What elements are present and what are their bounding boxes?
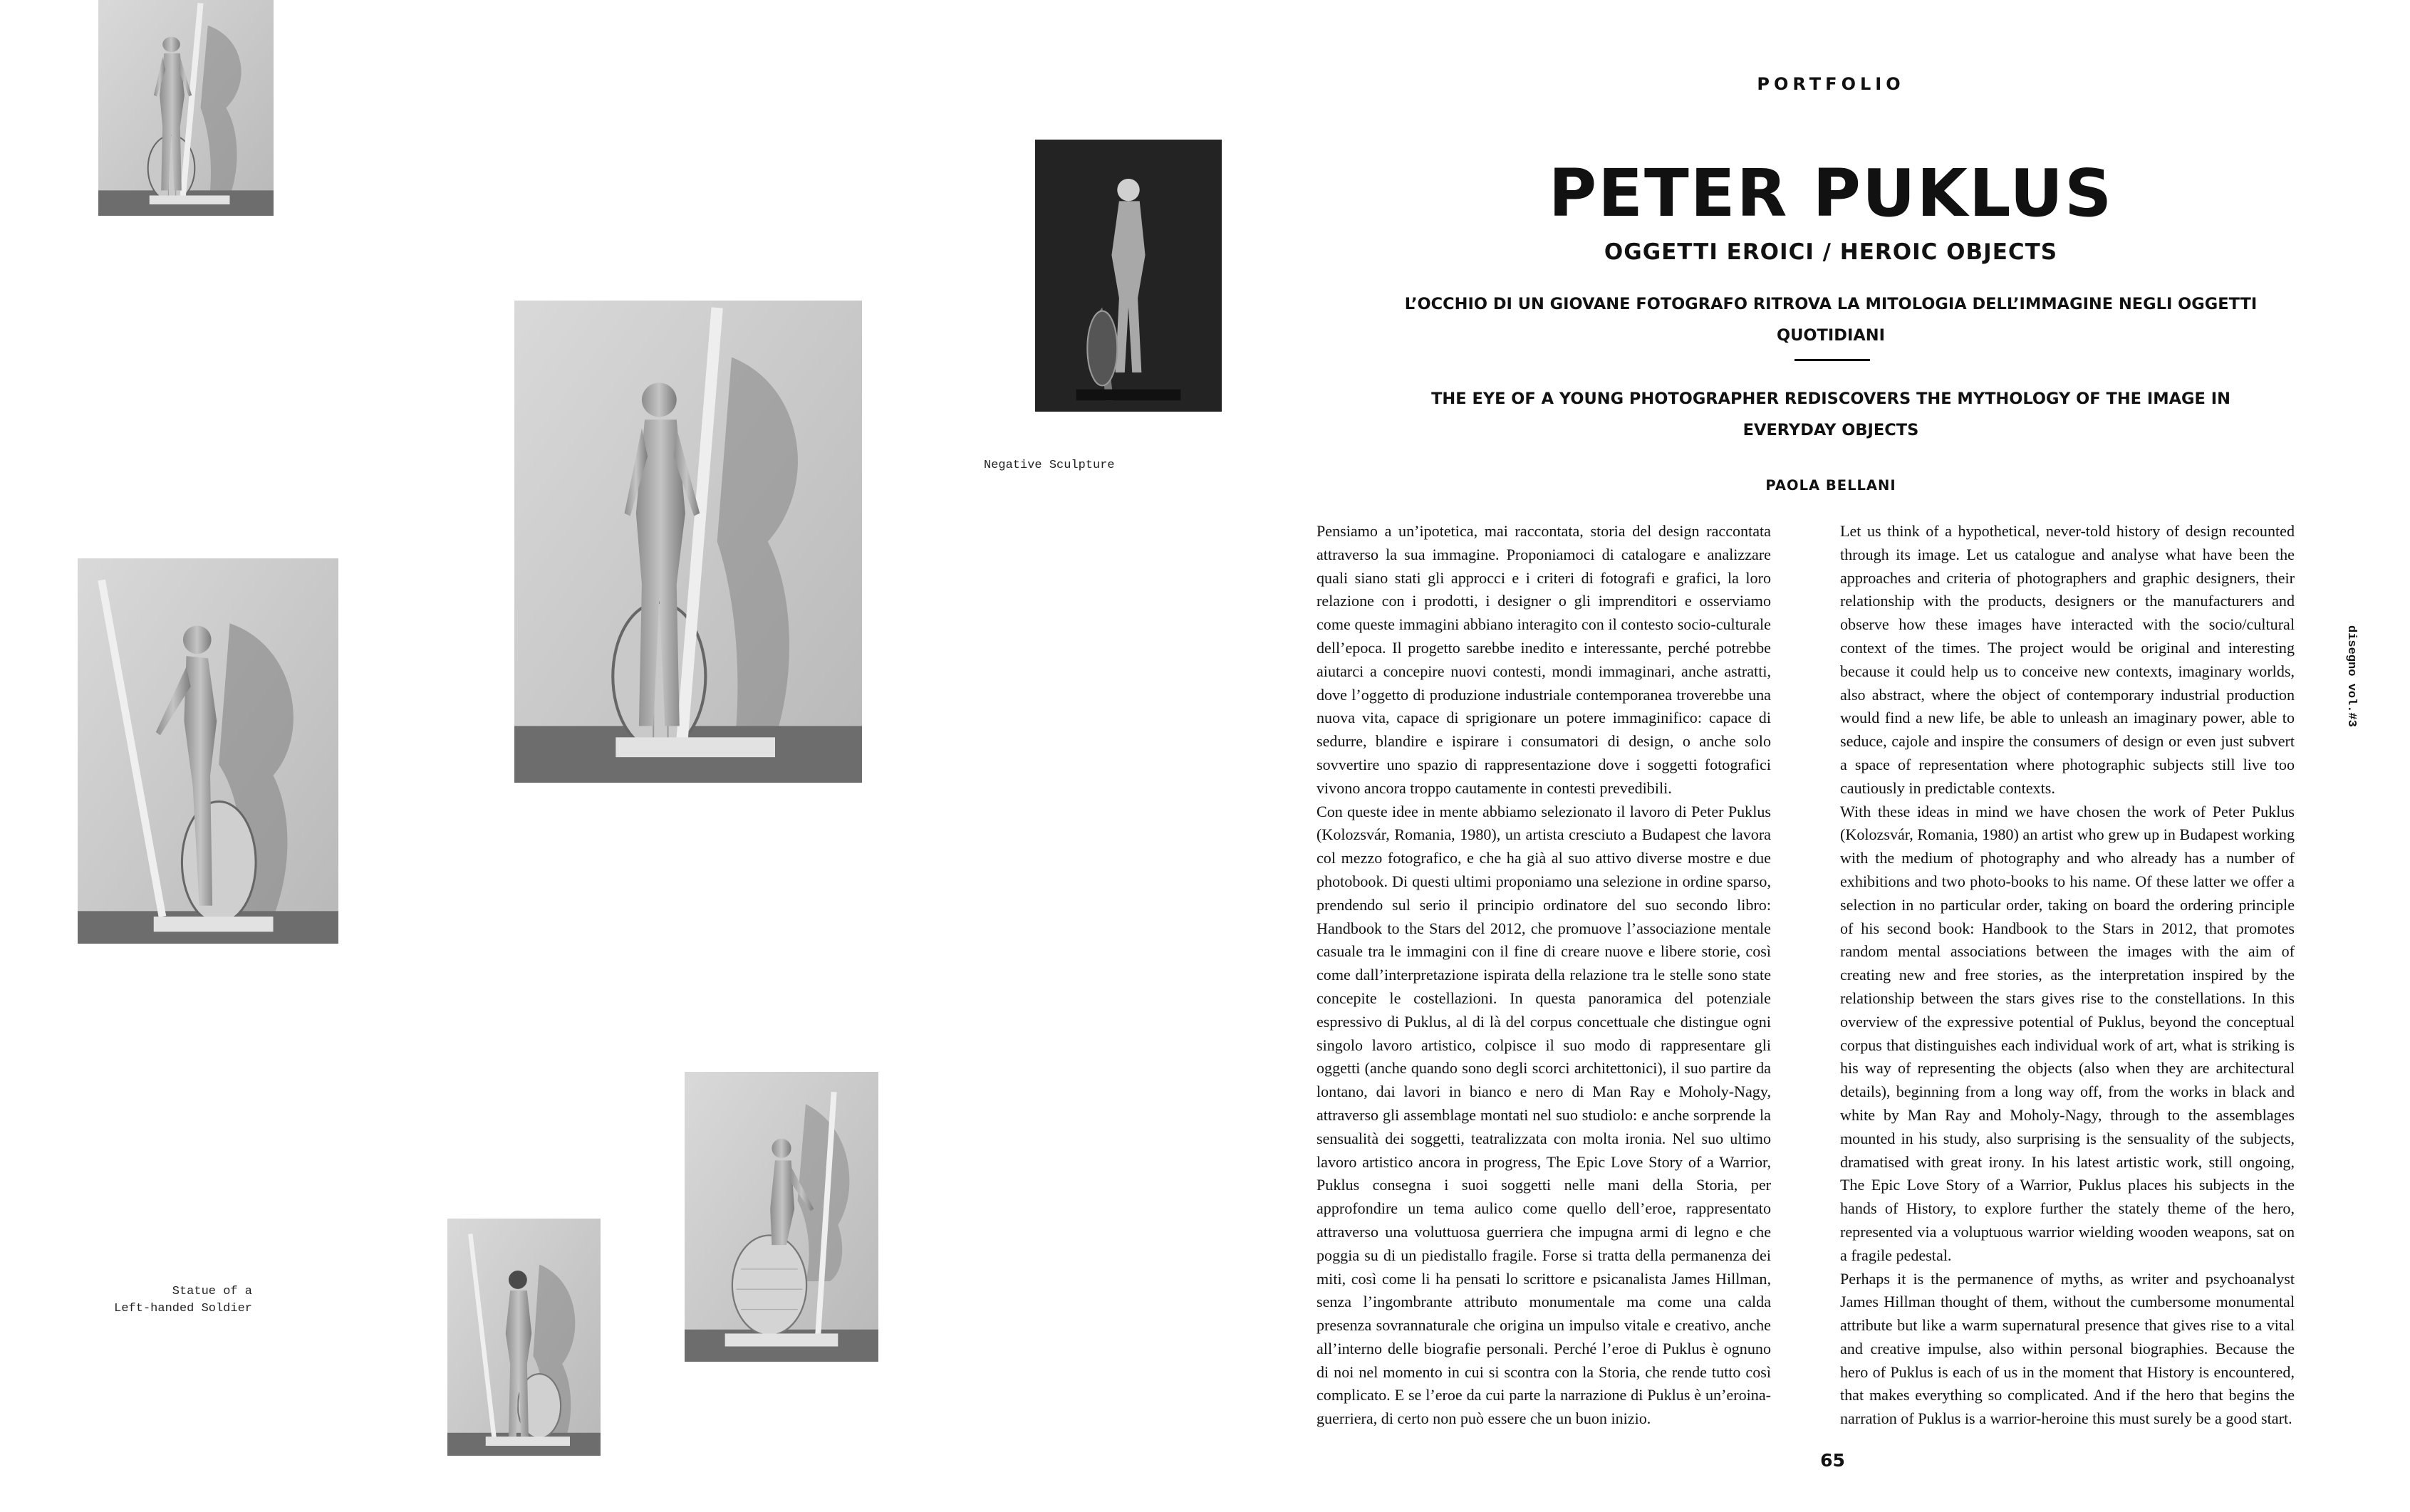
paragraph: With these ideas in mind we have chosen the work of Peter Puklus (Kolozsvár, Romania, 1980) an artist who grew up in Budapest working with the medium of photography and who already has a number of exhibitions and two photo-books to his name. Of these latter we offer a selection in no particular order, taking on board the ordering principle of his second book: Handbook to the Stars in 2012, that promotes random mental associations between the images with the aim of creating new and free stories, as the interpretation inspired by the relationship between the stars gives rise to the constellations. In this overview of the expressive potential of Puklus, beyond the conceptual corpus that distinguishes each individual work of art, what is striking is his way of representing the objects (also when they are architectural details), beginning from a long way off, from the works in black and white by Man Ray and Moholy-Nagy, through to the assemblages mounted in his study, also surprising is the sensuality of the subjects, dramatised with great irony. In his latest artistic work, still ongoing, The Epic Love Story of a Warrior, Puklus places his subjects in the hands of History, to explore further the stately theme of the hero, represented via a voluptuous warrior wielding wooden weapons, sat on a fragile pedestal.	[1840, 802, 2295, 1264]
photo-negative-sculpture	[1035, 140, 1222, 412]
deck-italian: L’OCCHIO DI UN GIOVANE FOTOGRAFO RITROVA LA MITOLOGIA DELL’IMMAGINE NEGLI OGGETTI QUOTIDIANI	[1404, 295, 2258, 345]
magazine-side-tag: disegno vol.#3	[2344, 625, 2358, 727]
caption-negative-sculpture: Negative Sculpture	[984, 459, 1115, 472]
paragraph: Pensiamo a un’ipotetica, mai raccontata, storia del design raccontata attraverso la sua immagine. Proponiamoci di catalogare e analizzare quali siano stati gli approcci e i criteri di fotografi e grafici, la loro relazione con i prodotti, i designer o gli imprenditori e osserviamo come queste immagini abbiano interagito con il contesto socio-culturale dell’epoca. Il progetto sarebbe inedito e interessante, perché potrebbe aiutarci a concepire nuovi contesti, mondi immaginari, anche astratti, dove l’oggetto di produzione industriale contemporanea troverebbe una nuova vita, capace di sprigionare un potere immaginifico: capace di sedurre, blandire e ispirare i consumatori di design, o anche solo sovvertire uno spazio di rappresentazione dove i soggetti fotografici vivono ancora troppo cautamente in contesti prevedibili.	[1316, 522, 1771, 797]
paragraph: Perhaps it is the permanence of myths, as writer and psychoanalyst James Hillman thought of them, without the cumbersome monumental attribute but like a warm supernatural presence that gives rise to a vital and creative impulse, also within personal biographies. Because the hero of Puklus is each of us in the moment that History is encountered, that makes everything so complicated. And if the hero that begins the narration of Puklus is a warrior-heroine this must surely be a good start.	[1840, 1269, 2295, 1428]
photo-figure-on-pedestal	[685, 1072, 878, 1362]
paragraph: Let us think of a hypothetical, never-told history of design recounted through its image. Let us catalogue and analyse what have been the approaches and criteria of photographers and graphic designers, their relationship with the products, designers or the manufacturers and observe how these images have interacted with the socio/cultural context of the times. The project would be original and interesting because it could help us to conceive new contexts, imaginary worlds, also abstract, where the object of contemporary industrial production would find a new life, be able to unleash an imaginary power, able to seduce, cajole and inspire the consumers of design or even just subvert a space of representation where photographic subjects still live too cautiously in predictable contexts.	[1840, 522, 2295, 797]
caption-statue-left-handed-soldier: Statue of a Left-handed Soldier	[114, 1285, 252, 1315]
photo-standing-figure-top-left	[98, 0, 274, 216]
section-kicker: PORTFOLIO	[1757, 74, 1905, 94]
divider-rule	[1794, 359, 1870, 361]
deck-english: THE EYE OF A YOUNG PHOTOGRAPHER REDISCOVERS THE MYTHOLOGY OF THE IMAGE IN EVERYDAY OBJECTS	[1431, 390, 2230, 439]
page-number: 65	[1820, 1450, 1845, 1471]
body-column-english	[1840, 520, 2295, 1431]
article-title: PETER PUKLUS	[1548, 155, 2114, 231]
body-column-italian	[1316, 520, 1771, 1431]
photo-profile-figure-left	[78, 558, 338, 944]
photo-standing-figure-center	[514, 301, 862, 783]
photo-figure-back-view	[447, 1219, 601, 1456]
article-subtitle: OGGETTI EROICI / HEROIC OBJECTS	[1604, 239, 2058, 265]
author-byline: PAOLA BELLANI	[1765, 477, 1896, 494]
paragraph: Con queste idee in mente abbiamo selezionato il lavoro di Peter Puklus (Kolozsvár, Romania, 1980), un artista cresciuto a Budapest che lavora col mezzo fotografico, e che ha già al suo attivo diverse mostre e due photobook. Di questi ultimi proponiamo una selezione in ordine sparso, prendendo sul serio il principio ordinatore del suo secondo libro: Handbook to the Stars del 2012, che promuove l’associazione mentale casuale tra le immagini con il fine di creare nuove e libere storie, così come dall’interpretazione ispirata della relazione tra le stelle sono state concepite le costellazioni. In questa panoramica del potenziale espressivo di Puklus, al di là del corpus concettuale che distingue ogni singolo lavoro artistico, colpisce il suo modo di rappresentare gli oggetti (anche quando sono degli scorci architettonici), il suo partire da lontano, dai lavori in bianco e nero di Man Ray e Moholy-Nagy, attraverso gli assemblage montati nel suo studiolo: e anche sorprende la sensualità dei soggetti, teatralizzata con molta ironia. Nel suo ultimo lavoro artistico ancora in progress, The Epic Love Story of a Warrior, Puklus consegna i suoi soggetti nelle mani della Storia, per approfondire un tema aulico come quello dell’eroe, rappresentato attraverso una voluttuosa guerriera che impugna armi di legno e che poggia su di un piedistallo fragile. Forse si tratta della permanenza dei miti, così come li ha pensati lo scrittore e psicanalista James Hillman, senza l’ingombrante attributo monumentale ma come una calda presenza sovrannaturale che origina un impulso vitale e creativo, anche all’interno delle biografie personali. Perché l’eroe di Puklus è ognuno di noi nel momento in cui si scontra con la Storia, che rende tutto così complicato. E se l’eroe da cui parte la narrazione di Puklus è un’eroina-guerriera, di certo non può essere che un buon inizio.	[1316, 802, 1771, 1428]
